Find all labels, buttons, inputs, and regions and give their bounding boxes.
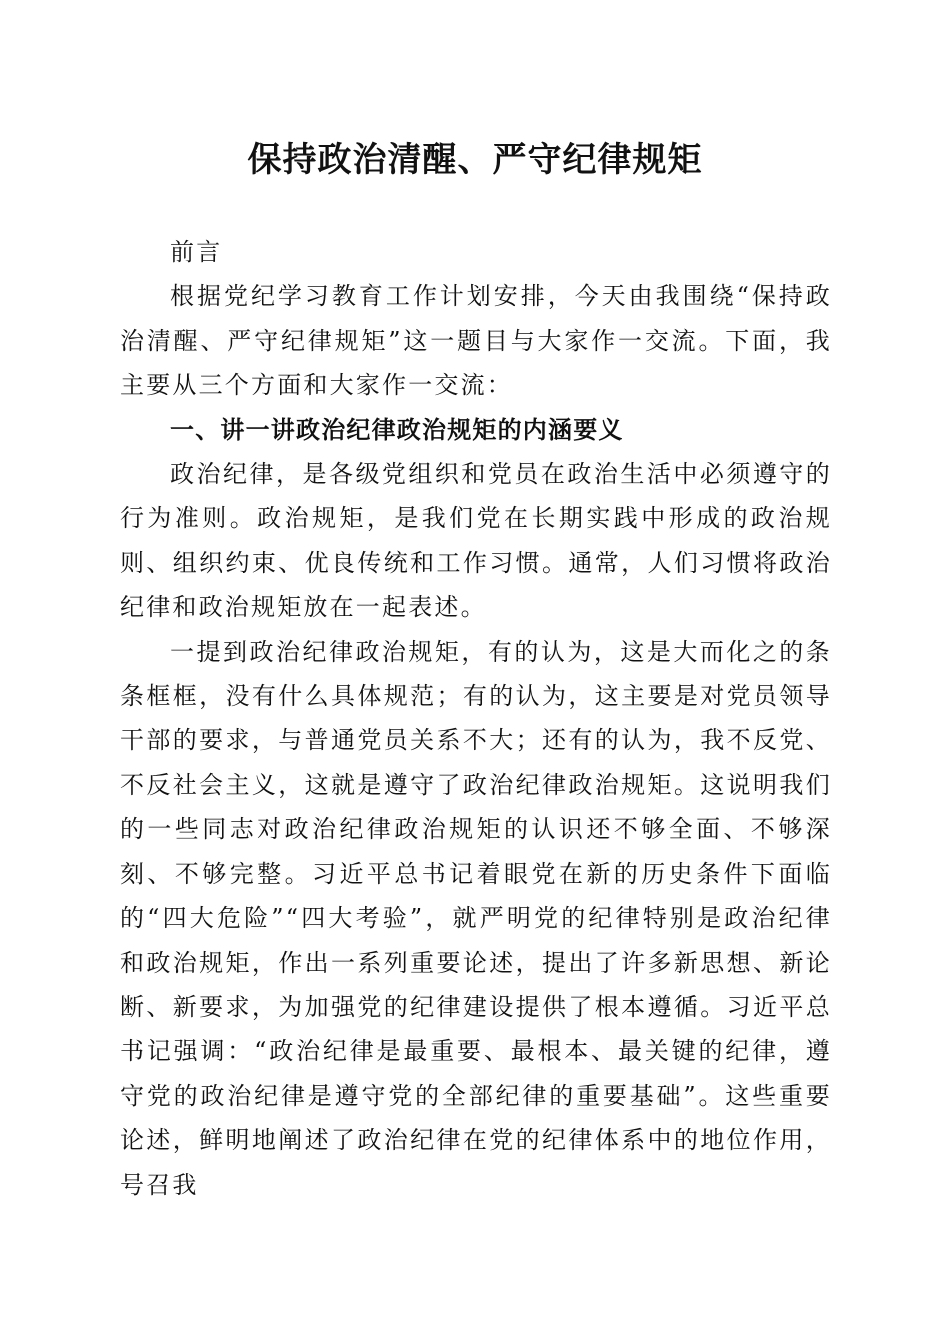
body-paragraph-2: 一提到政治纪律政治规矩，有的认为，这是大而化之的条条框框，没有什么具体规范；有的认为，这主要是对党员领导干部的要求，与普通党员关系不大；还有的认为，我不反党、不反社会主义，这就是遵守了政治纪律政治规矩。这说明我们的一些同志对政治纪律政治规矩的认识还不够全面、不够深刻、不够完整。习近平总书记着眼党在新的历史条件下面临的“四大危险”“四大考验”，就严明党的纪律特别是政治纪律和政治规矩，作出一系列重要论述，提出了许多新思想、新论断、新要求，为加强党的纪律建设提供了根本遵循。习近平总书记强调：“政治纪律是最重要、最根本、最关键的纪律，遵守党的政治纪律是遵守党的全部纪律的重要基础”。这些重要论述，鲜明地阐述了政治纪律在党的纪律体系中的地位作用，号召我: [120, 637, 832, 1199]
body-paragraph-1: 政治纪律，是各级党组织和党员在政治生活中必须遵守的行为准则。政治规矩，是我们党在长期实践中形成的政治规则、组织约束、优良传统和工作习惯。通常，人们习惯将政治纪律和政治规矩放在一起表述。: [120, 460, 832, 622]
document-body: [120, 230, 832, 1207]
section-heading: 一、讲一讲政治纪律政治规矩的内涵要义: [170, 414, 624, 444]
document-title: 保持政治清醒、严守纪律规矩: [247, 140, 703, 180]
intro-paragraph: 根据党纪学习教育工作计划安排，今天由我围绕“保持政治清醒、严守纪律规矩”这一题目与大家作一交流。下面，我主要从三个方面和大家作一交流：: [120, 282, 832, 400]
preface-label: 前言: [170, 238, 223, 266]
